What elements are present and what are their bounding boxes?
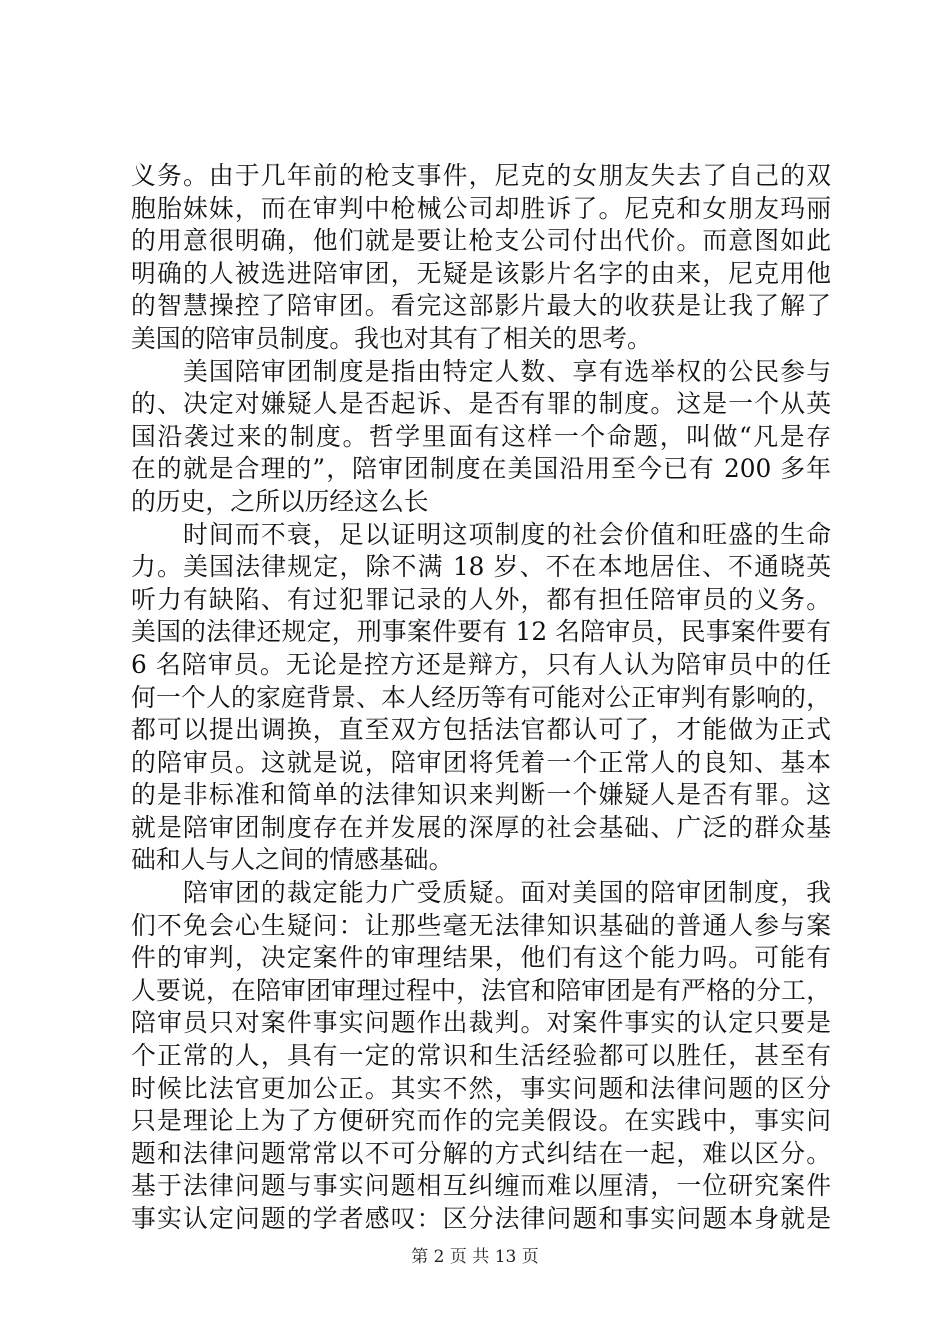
text-line: 的陪审员。这就是说，陪审团将凭着一个正常人的良知、基本 [131, 747, 831, 777]
text-line: 只是理论上为了方便研究而作的完美假设。在实践中，事实问 [131, 1106, 831, 1136]
text-line: 美国的法律还规定，刑事案件要有 12 名陪审员，民事案件要有 [131, 617, 831, 647]
text-line: 国沿袭过来的制度。哲学里面有这样一个命题，叫做“凡是存 [131, 421, 831, 451]
text-line: 的用意很明确，他们就是要让枪支公司付出代价。而意图如此 [131, 226, 831, 256]
text-line: 的历史，之所以历经这么长 [131, 486, 429, 516]
text-line: 何一个人的家庭背景、本人经历等有可能对公正审判有影响的， [131, 682, 831, 712]
text-line: 人要说，在陪审团审理过程中，法官和陪审团是有严格的分工， [131, 975, 831, 1005]
text-line: 美国陪审团制度是指由特定人数、享有选举权的公民参与 [131, 356, 831, 386]
text-line: 个正常的人，具有一定的常识和生活经验都可以胜任，甚至有 [131, 1041, 831, 1071]
text-line: 明确的人被选进陪审团，无疑是该影片名字的由来，尼克用他 [131, 258, 831, 288]
text-line: 在的就是合理的”，陪审团制度在美国沿用至今已有 200 多年 [131, 454, 831, 484]
text-line: 力。美国法律规定，除不满 18 岁、不在本地居住、不通晓英 [131, 552, 831, 582]
text-line: 时候比法官更加公正。其实不然，事实问题和法律问题的区分 [131, 1073, 831, 1103]
text-line: 们不免会心生疑问：让那些毫无法律知识基础的普通人参与案 [131, 910, 831, 940]
text-line: 的、决定对嫌疑人是否起诉、是否有罪的制度。这是一个从英 [131, 389, 831, 419]
text-line: 陪审员只对案件事实问题作出裁判。对案件事实的认定只要是 [131, 1008, 831, 1038]
page-footer: 第 2 页 共 13 页 [411, 1247, 539, 1267]
text-line: 美国的陪审员制度。我也对其有了相关的思考。 [131, 323, 652, 353]
text-line: 的是非标准和简单的法律知识来判断一个嫌疑人是否有罪。这 [131, 780, 831, 810]
text-line: 胞胎妹妹，而在审判中枪械公司却胜诉了。尼克和女朋友玛丽 [131, 193, 831, 223]
text-line: 的智慧操控了陪审团。看完这部影片最大的收获是让我了解了 [131, 291, 831, 321]
text-line: 都可以提出调换，直至双方包括法官都认可了，才能做为正式 [131, 715, 831, 745]
text-line: 件的审判，决定案件的审理结果，他们有这个能力吗。可能有 [131, 943, 831, 973]
body-text [131, 160, 831, 1236]
text-line: 事实认定问题的学者感叹：区分法律问题和事实问题本身就是 [131, 1204, 831, 1233]
text-line: 时间而不衰，足以证明这项制度的社会价值和旺盛的生命 [131, 519, 831, 549]
text-line: 础和人与人之间的情感基础。 [131, 845, 454, 875]
text-line: 题和法律问题常常以不可分解的方式纠结在一起，难以区分。 [131, 1138, 831, 1168]
text-line: 陪审团的裁定能力广受质疑。面对美国的陪审团制度，我 [131, 878, 831, 908]
text-line: 听力有缺陷、有过犯罪记录的人外，都有担任陪审员的义务。 [131, 584, 831, 614]
text-line: 义务。由于几年前的枪支事件，尼克的女朋友失去了自己的双 [131, 161, 831, 190]
text-line: 6 名陪审员。无论是控方还是辩方，只有人认为陪审员中的任 [131, 649, 831, 679]
text-line: 就是陪审团制度存在并发展的深厚的社会基础、广泛的群众基 [131, 812, 831, 842]
text-line: 基于法律问题与事实问题相互纠缠而难以厘清，一位研究案件 [131, 1171, 831, 1201]
